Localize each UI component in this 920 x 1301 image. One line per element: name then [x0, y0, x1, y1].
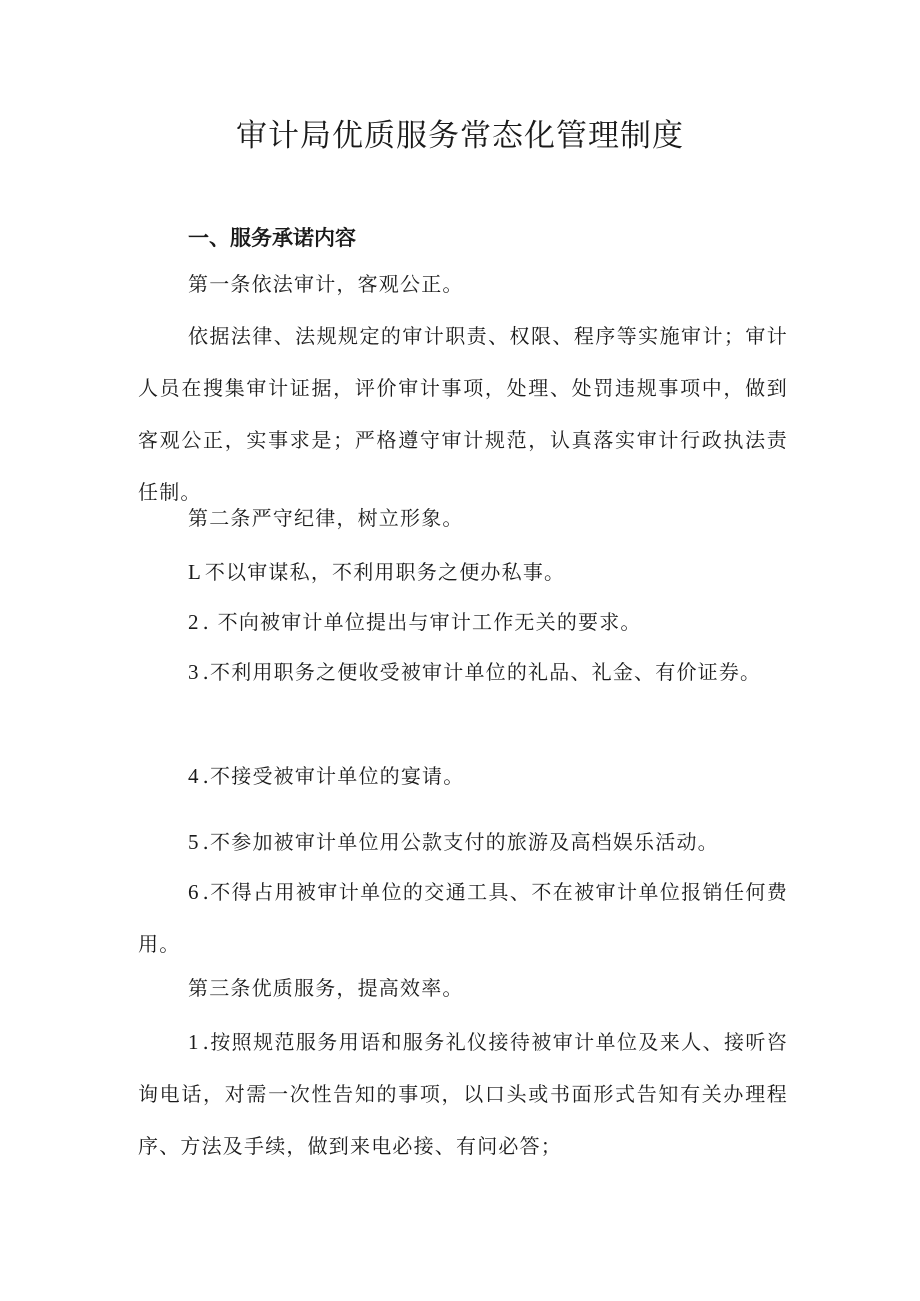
- list-item-number: 5: [188, 830, 203, 854]
- list-item-number: 3: [188, 660, 203, 684]
- list-item-number: L: [188, 560, 205, 584]
- list-item: [138, 816, 788, 868]
- list-item: [138, 866, 788, 970]
- list-item: [138, 646, 788, 698]
- list-item-text: 不以审谋私，不利用职务之便办私事。: [204, 560, 566, 584]
- article-1-body: 依据法律、法规规定的审计职责、权限、程序等实施审计；审计人员在搜集审计证据，评价审计事项，处理、处罚违规事项中，做到客观公正，实事求是；严格遵守审计规范，认真落实审计行政执法责任制。: [138, 324, 788, 504]
- list-item-text: .不参加被审计单位用公款支付的旅游及高档娱乐活动。: [202, 830, 719, 854]
- list-item-text: .不利用职务之便收受被审计单位的礼品、礼金、有价证券。: [202, 660, 762, 684]
- list-item-number: 4: [188, 764, 203, 788]
- list-item: [138, 750, 788, 802]
- list-item: [138, 596, 788, 648]
- list-item: [138, 1016, 788, 1172]
- article-1-heading: 第一条依法审计，客观公正。: [188, 272, 464, 296]
- list-item-text: .不得占用被审计单位的交通工具、不在被审计单位报销任何费用。: [138, 880, 788, 956]
- list-item-number: 6: [188, 880, 203, 904]
- article-2-heading: 第二条严守纪律，树立形象。: [188, 506, 464, 530]
- section-heading: 一、服务承诺内容: [188, 226, 356, 250]
- list-item-text: .按照规范服务用语和服务礼仪接待被审计单位及来人、接听咨询电话，对需一次性告知的事项，以口头或书面形式告知有关办理程序、方法及手续，做到来电必接、有问必答；: [138, 1030, 788, 1158]
- list-item-number: 2: [188, 610, 203, 634]
- list-item-text: .不接受被审计单位的宴请。: [202, 764, 465, 788]
- document-title: 审计局优质服务常态化管理制度: [236, 118, 684, 154]
- list-item-number: 1: [188, 1030, 203, 1054]
- article-3-heading: 第三条优质服务，提高效率。: [188, 976, 464, 1000]
- list-item: [138, 546, 788, 598]
- list-item-text: . 不向被审计单位提出与审计工作无关的要求。: [202, 610, 642, 634]
